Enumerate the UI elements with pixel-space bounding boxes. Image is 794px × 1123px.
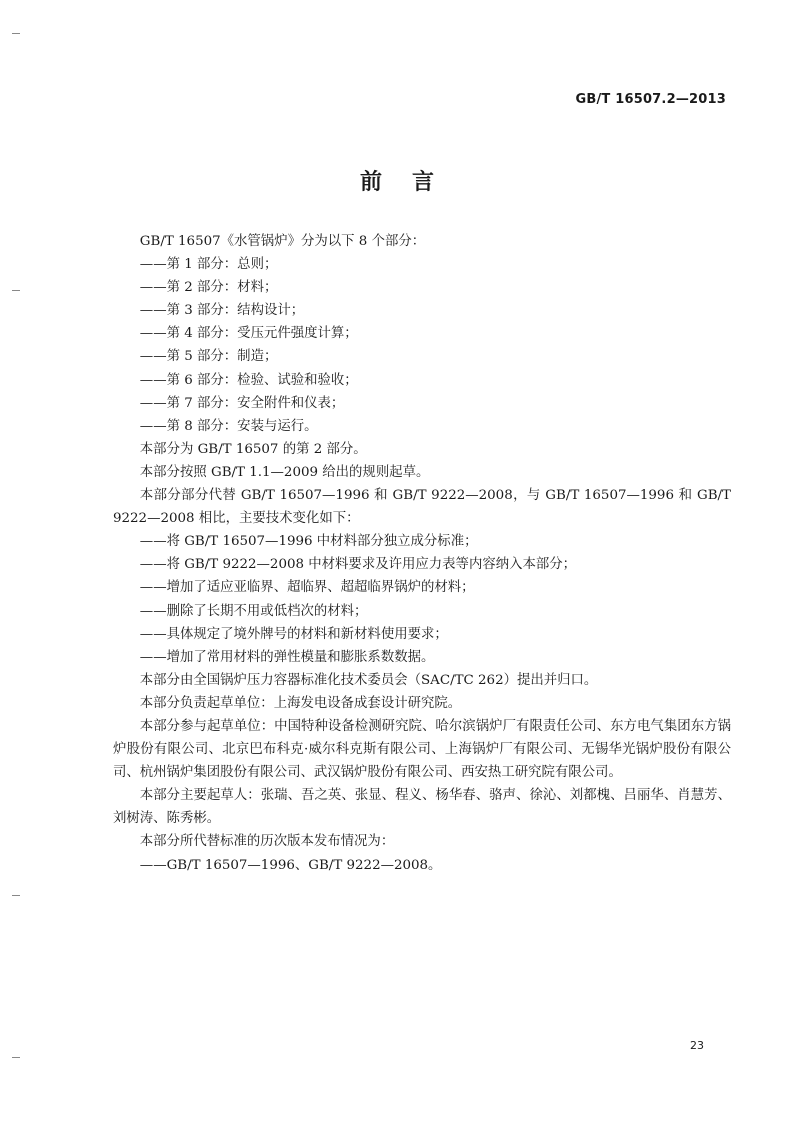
page-number: 23 [690,1039,704,1052]
part-list-item: ——第 5 部分：制造； [139,349,278,365]
change-list-item: ——具体规定了境外牌号的材料和新材料使用要求； [139,626,448,642]
scan-mark [12,290,20,291]
change-list-item: ——将 GB/T 16507—1996 中材料部分独立成分标准； [139,534,478,550]
change-list-item: ——增加了适应亚临界、超临界、超超临界锅炉的材料； [139,580,475,596]
main-drafters: 本部分主要起草人：张瑞、吾之英、张显、程义、杨华春、骆声、徐沁、刘都槐、吕丽华、肖慧芳、刘树涛、陈秀彬。 [113,788,731,827]
drafting-rules: 本部分按照 GB/T 1.1—2009 给出的规则起草。 [139,464,430,480]
intro-paragraph: GB/T 16507《水管锅炉》分为以下 8 个部分： [139,234,426,249]
change-list-item: ——将 GB/T 9222—2008 中材料要求及许用应力表等内容纳入本部分； [139,557,577,573]
scan-mark [12,895,20,896]
lead-drafter-statement: 本部分负责起草单位：上海发电设备成套设计研究院。 [139,695,462,711]
part-list-item: ——第 3 部分：结构设计； [139,303,305,319]
scan-mark [12,33,20,34]
change-list-item: ——删除了长期不用或低档次的材料； [139,603,368,619]
participating-units: 本部分参与起草单位：中国特种设备检测研究院、哈尔滨锅炉厂有限责任公司、东方电气集团东方锅炉股份有限公司、北京巴布科克·威尔科克斯有限公司、上海锅炉厂有限公司、无锡华光锅炉股份有限公司、杭州锅炉集团股份有限公司、武汉锅炉股份有限公司、西安热工研究院有限公司。 [113,718,731,781]
part-list-item: ——第 7 部分：安全附件和仪表； [139,395,345,411]
part-statement: 本部分为 GB/T 16507 的第 2 部分。 [139,441,367,457]
part-list-item: ——第 1 部分：总则； [139,257,278,273]
part-list-item: ——第 4 部分：受压元件强度计算； [139,326,358,342]
page-title: 前言 [359,169,464,195]
change-list-item: ——增加了常用材料的弹性模量和膨胀系数数据。 [139,649,435,665]
part-list-item: ——第 8 部分：安装与运行。 [139,418,318,434]
replacement-statement: 本部分部分代替 GB/T 16507—1996 和 GB/T 9222—2008，与 GB/T 16507—1996 和 GB/T 9222—2008 相比，主要技术变化如下： [113,488,731,527]
part-list-item: ——第 2 部分：材料； [139,280,278,296]
preface-body [113,230,731,877]
standard-number: GB/T 16507.2—2013 [575,92,726,107]
part-list-item: ——第 6 部分：检验、试验和验收； [139,372,358,388]
history-intro: 本部分所代替标准的历次版本发布情况为： [139,834,395,850]
scan-mark [12,1057,20,1058]
history-list-item: ——GB/T 16507—1996、GB/T 9222—2008。 [139,857,442,873]
committee-statement: 本部分由全国锅炉压力容器标准化技术委员会（SAC/TC 262）提出并归口。 [139,672,598,688]
